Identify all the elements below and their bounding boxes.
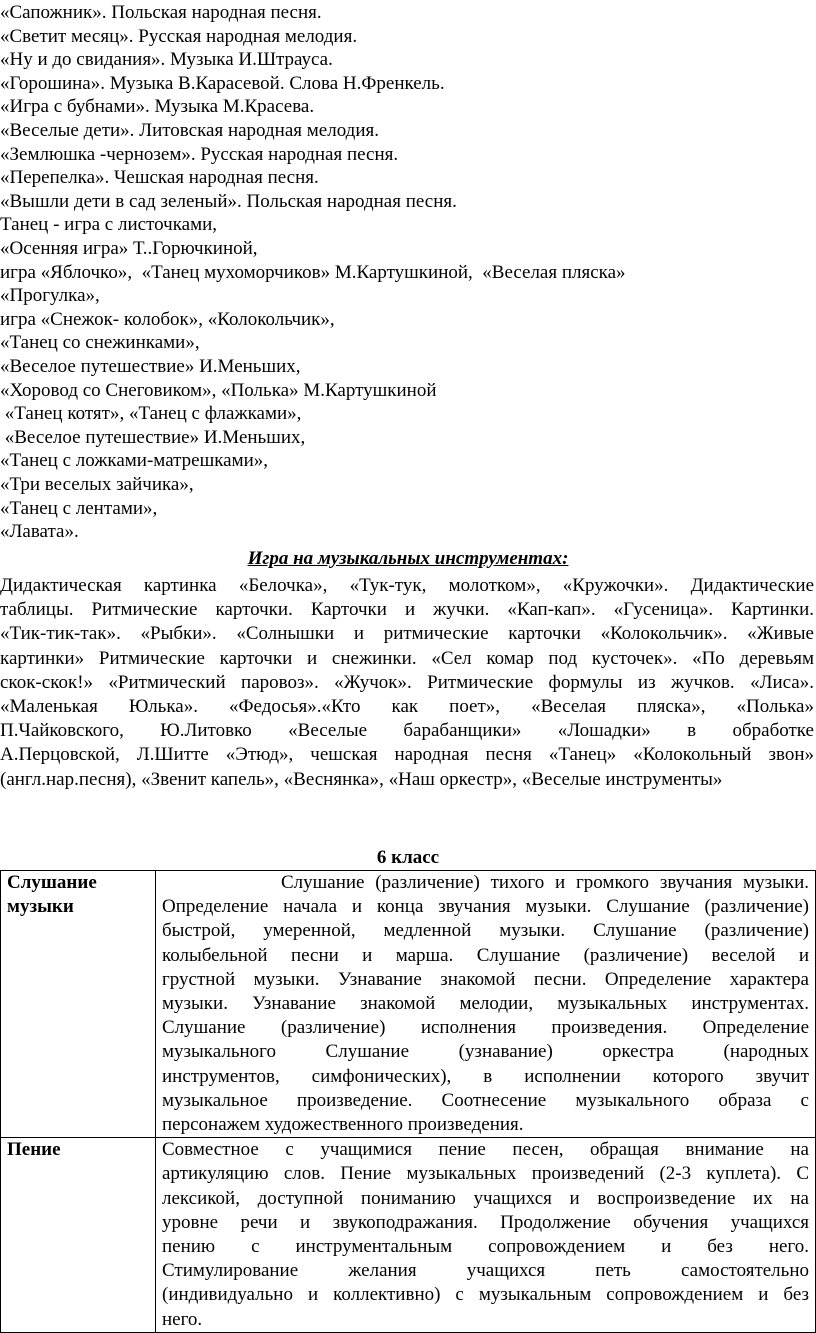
cell-line: быстрой, умеренной, медленной музыки. Слушание (различение)	[162, 920, 809, 942]
song-list-item: «Хоровод со Снеговиком», «Полька» М.Картушкиной	[0, 379, 437, 401]
song-list-item: «Вышли дети в сад зеленый». Польская народная песня.	[0, 190, 457, 212]
song-list-item: «Веселые дети». Литовская народная мелодия.	[0, 120, 379, 141]
song-list-item: «Светит месяц». Русская народная мелодия.	[0, 25, 358, 47]
table-row-listening	[1, 871, 816, 1138]
instruments-paragraph	[0, 574, 814, 792]
song-list-item: «Землюшка -чернозем». Русская народная песня.	[0, 143, 399, 165]
instruments-line: картинки» Ритмические карточки и снежинки. «Сел комар под кусточек». «По деревьям	[0, 647, 814, 669]
instruments-line: «Маленькая Юлька». «Федосья».«Кто как поет», «Веселая пляска», «Полька»	[0, 696, 814, 718]
cell-line: пению с инструментальным сопровождением и без него.	[162, 1236, 809, 1258]
song-list-item: «Танец котят», «Танец с флажками»,	[0, 403, 302, 425]
song-list-item: игра «Снежок- колобок», «Колокольчик»,	[0, 308, 335, 330]
cell-line: (индивидуально и коллективно) с музыкальным сопровождением и без	[162, 1284, 809, 1306]
cell-line: музыкальное произведение. Соотнесение музыкального образа с	[162, 1089, 809, 1111]
cell-line: лексикой, доступной пониманию учащихся и воспроизведение их на	[162, 1187, 809, 1209]
song-list-item: «Веселое путешествие» И.Меньших,	[0, 356, 301, 377]
row-head-listening	[1, 871, 156, 1138]
cell-line: Стимулирование желания учащихся петь самостоятельно	[162, 1260, 809, 1282]
table-row-singing	[1, 1138, 816, 1333]
song-list-item: «Веселое путешествие» И.Меньших,	[0, 426, 306, 448]
song-list-item: игра «Яблочко», «Танец мухоморчиков» М.Картушкиной, «Веселая пляска»	[0, 261, 626, 283]
row-body-listening	[156, 871, 816, 1138]
row-head-singing	[1, 1138, 156, 1333]
song-list-item: «Перепелка». Чешская народная песня.	[0, 167, 319, 189]
cell-line: Определение начала и конца звучания музыки. Слушание (различение)	[162, 896, 809, 918]
row-head-label: Слушание музыки	[7, 872, 97, 918]
row-head-label: Пение	[7, 1139, 61, 1161]
instruments-line: таблицы. Ритмические карточки. Карточки и жучки. «Кап-кап». «Гусеница». Картинки.	[0, 599, 814, 621]
song-list-item: Танец - игра с листочками,	[0, 214, 218, 236]
song-list-item: «Горошина». Музыка В.Карасевой. Слова Н.Френкель.	[0, 72, 445, 94]
instruments-line: П.Чайковского, Ю.Литовко «Веселые барабанщики» «Лошадки» в обработке	[0, 720, 814, 742]
song-list-item: «Танец с лентами»,	[0, 497, 158, 519]
cell-line: музыки. Узнавание знакомой мелодии, музыкальных инструментах.	[162, 993, 809, 1015]
cell-line: персонажем художественного произведения.	[162, 1114, 524, 1136]
row-body-text	[162, 1138, 809, 1332]
song-list-item: «Осенняя игра» Т..Горючкиной,	[0, 238, 258, 259]
cell-line: музыкального Слушание (узнавание) оркестра (народных	[162, 1041, 809, 1063]
row-body-text	[162, 871, 809, 1137]
song-list-item: «Прогулка»,	[0, 285, 100, 307]
instruments-line: (англ.нар.песня), «Звенит капель», «Веснянка», «Наш оркестр», «Веселые инструменты»	[0, 768, 723, 790]
song-list-item: «Три веселых зайчика»,	[0, 474, 194, 495]
instruments-line: А.Перцовской, Л.Шитте «Этюд», чешская народная песня «Танец» «Колокольный звон»	[0, 744, 814, 766]
instruments-line: «Тик-тик-так». «Рыбки». «Солнышки и ритмические карточки «Колокольчик». «Живые	[0, 623, 814, 645]
cell-line: грустной музыки. Узнавание знакомой песни. Определение характера	[162, 968, 809, 990]
row-body-singing	[156, 1138, 816, 1333]
class-title: 6 класс	[376, 847, 440, 868]
song-list-item: «Танец со снежинками»,	[0, 332, 200, 354]
instruments-line: Дидактическая картинка «Белочка», «Тук-тук, молотком», «Кружочки». Дидактические	[0, 575, 814, 596]
cell-line: Слушание (различение) исполнения произведения. Определение	[162, 1017, 809, 1039]
song-list-item: «Сапожник». Польская народная песня.	[0, 2, 322, 23]
cell-line: него.	[162, 1308, 203, 1330]
song-list-item: «Ну и до свидания». Музыка И.Штрауса.	[0, 49, 333, 71]
cell-line: Совместное с учащимися пение песен, обращая внимание на	[162, 1139, 809, 1161]
song-list-item: «Лавата».	[0, 521, 79, 543]
cell-line: инструментов, симфонических), в исполнении которого звучит	[162, 1065, 809, 1087]
cell-line: артикуляцию слов. Пение музыкальных произведений (2-3 куплета). С	[162, 1163, 809, 1185]
song-list-item: «Танец с ложками-матрешками»,	[0, 450, 269, 472]
curriculum-table	[0, 870, 816, 1333]
cell-line: Слушание (различение) тихого и громкого звучания музыки.	[162, 872, 809, 893]
instruments-heading: Игра на музыкальных инструментах:	[247, 548, 569, 569]
instruments-line: скок-скок!» «Ритмический паровоз». «Жучок». Ритмические формулы из жучков. «Лиса».	[0, 671, 814, 693]
cell-line: колыбельной песни и марша. Слушание (различение) веселой и	[162, 944, 809, 966]
song-list-item: «Игра с бубнами». Музыка М.Красева.	[0, 96, 315, 118]
cell-line: уровне речи и звукоподражания. Продолжение обучения учащихся	[162, 1211, 809, 1233]
